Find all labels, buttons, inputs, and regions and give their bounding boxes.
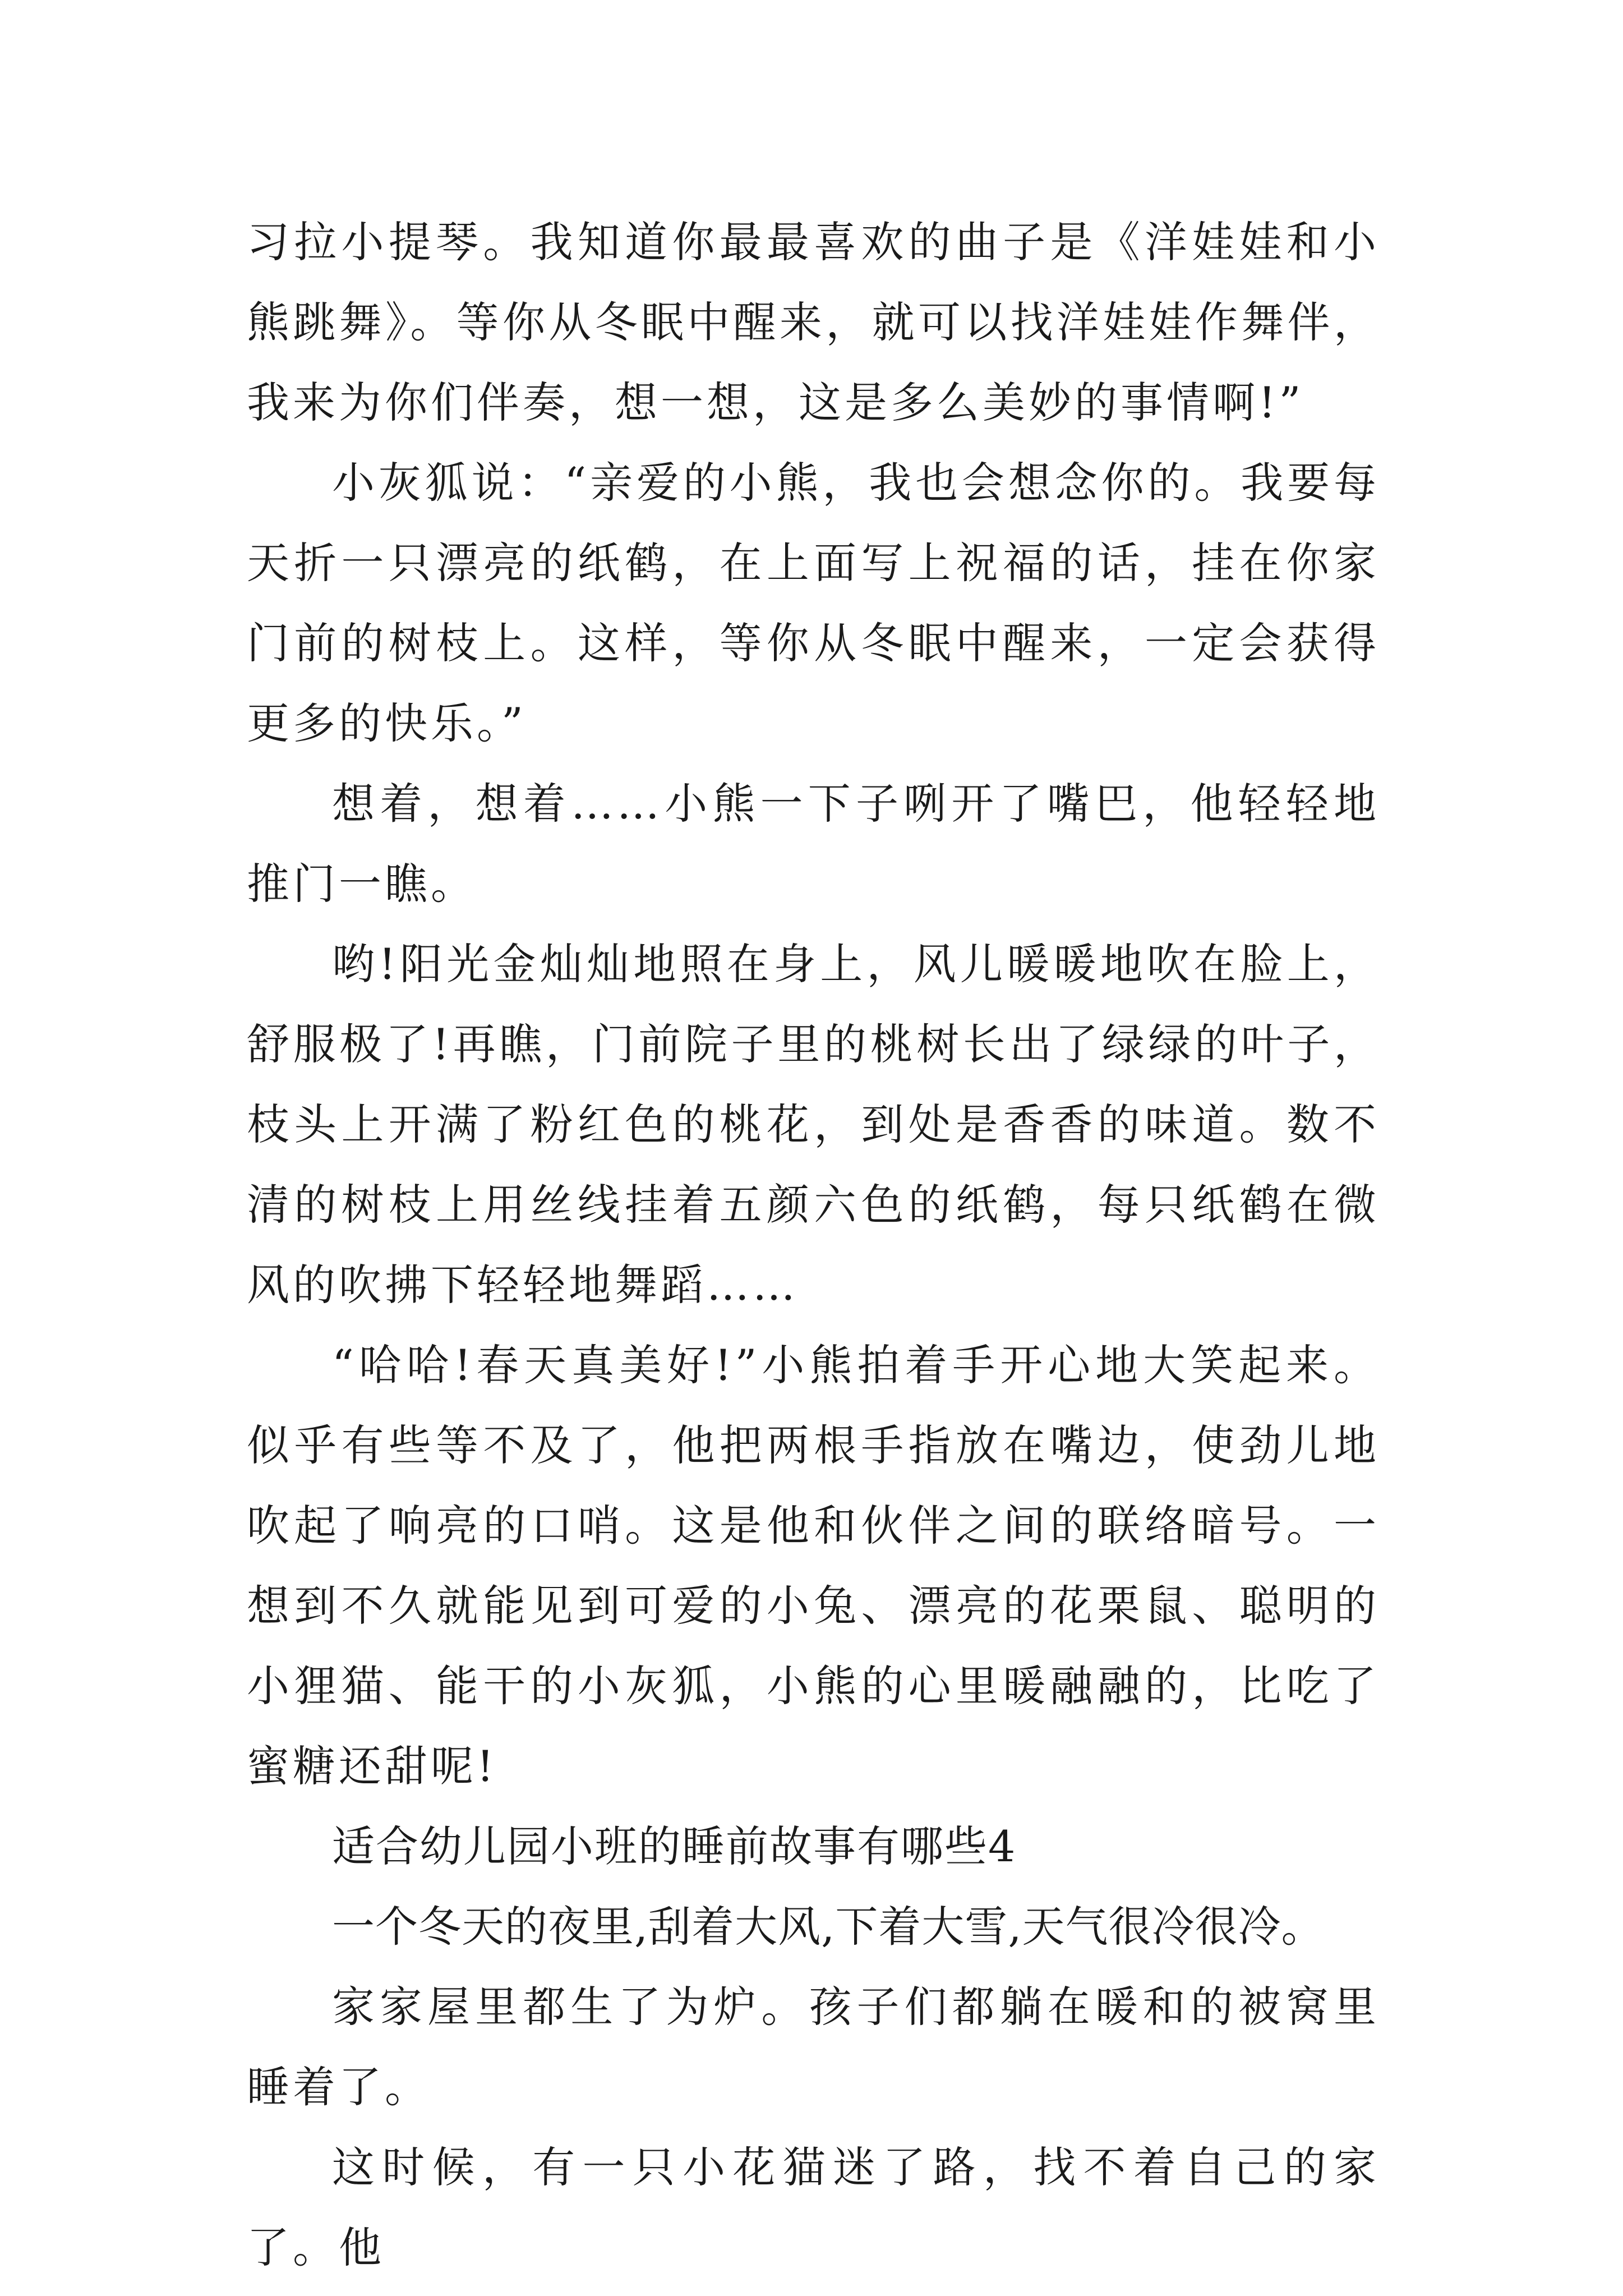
paragraph-7: 家家屋里都生了为炉。孩子们都躺在暖和的被窝里睡着了。: [247, 1982, 1380, 2112]
paragraph-2: 小灰狐说：“亲爱的小熊，我也会想念你的。我要每天折一只漂亮的纸鹤，在上面写上祝福的话，挂在你家门前的树枝上。这样，等你从冬眠中醒来，一定会获得更多的快乐。”: [247, 458, 1380, 748]
paragraph-6: 一个冬天的夜里,刮着大风,下着大雪,天气很冷很冷。: [332, 1902, 1325, 1952]
document-body: [247, 202, 1380, 2288]
paragraph-5: “哈哈!春天真美好!”小熊拍着手开心地大笑起来。似乎有些等不及了，他把两根手指放在嘴边，使劲儿地吹起了响亮的口哨。这是他和伙伴之间的联络暗号。一想到不久就能见到可爱的小兔、漂亮的花栗鼠、聪明的小狸猫、能干的小灰狐，小熊的心里暖融融的，比吃了蜜糖还甜呢!: [247, 1340, 1380, 1791]
paragraph-3: 想着，想着……小熊一下子咧开了嘴巴，他轻轻地推门一瞧。: [247, 779, 1380, 909]
paragraph-4: 哟!阳光金灿灿地照在身上，风儿暖暖地吹在脸上，舒服极了!再瞧，门前院子里的桃树长出了绿绿的叶子，枝头上开满了粉红色的桃花，到处是香香的味道。数不清的树枝上用丝线挂着五颜六色的纸鹤，每只纸鹤在微风的吹拂下轻轻地舞蹈……: [247, 939, 1380, 1310]
paragraph-8: 这时候，有一只小花猫迷了路，找不着自己的家了。他: [247, 2142, 1380, 2272]
section-heading: 适合幼儿园小班的睡前故事有哪些4: [332, 1821, 1017, 1871]
paragraph-1: 习拉小提琴。我知道你最最喜欢的曲子是《洋娃娃和小熊跳舞》。等你从冬眠中醒来，就可以找洋娃娃作舞伴，我来为你们伴奏，想一想，这是多么美妙的事情啊!”: [247, 217, 1380, 427]
